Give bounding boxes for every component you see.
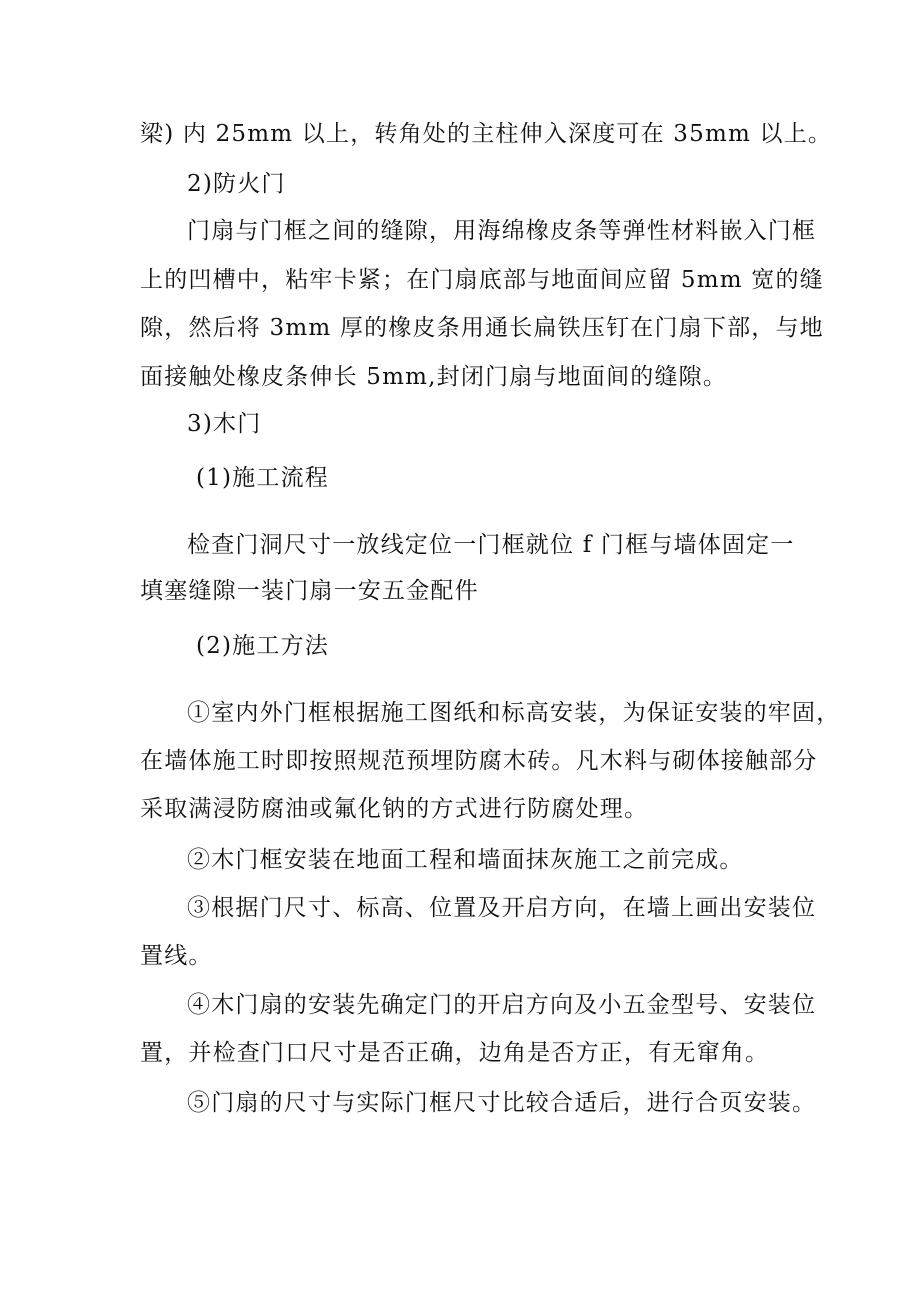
text-line: 门扇与门框之间的缝隙，用海绵橡皮条等弹性材料嵌入门框 [187, 218, 817, 244]
text-line: ⑤门扇的尺寸与实际门框尺寸比较合适后，进行合页安装。 [187, 1090, 817, 1116]
subsection-heading: (2)施工方法 [196, 633, 329, 659]
text-line: 隙，然后将 3mm 厚的橡皮条用通长扁铁压钉在门扇下部，与地 [140, 315, 824, 341]
text-line: ②木门框安装在地面工程和墙面抹灰施工之前完成。 [187, 847, 744, 873]
text-line: 采取满浸防腐油或氟化钠的方式进行防腐处理。 [140, 796, 649, 822]
section-heading: 2)防火门 [187, 171, 286, 197]
text-line: 梁) 内 25mm 以上，转角处的主柱伸入深度可在 35mm 以上。 [140, 121, 833, 147]
text-line: 置，并检查门口尺寸是否正确，边角是否方正，有无窜角。 [140, 1040, 770, 1066]
text-line: 在墙体施工时即按照规范预埋防腐木砖。凡木料与砌体接触部分 [140, 748, 818, 774]
text-line: 置线。 [140, 943, 213, 969]
text-line: 填塞缝隙一装门扇一安五金配件 [140, 578, 479, 604]
section-heading: 3)木门 [187, 411, 262, 437]
text-line: 检查门洞尺寸一放线定位一门框就位 f 门框与墙体固定一 [187, 532, 795, 558]
text-line: 上的凹槽中，粘牢卡紧；在门扇底部与地面间应留 5mm 宽的缝 [140, 267, 824, 293]
text-line: ③根据门尺寸、标高、位置及开启方向，在墙上画出安装位 [187, 895, 817, 921]
subsection-heading: (1)施工流程 [196, 465, 329, 491]
text-line: 面接触处橡皮条伸长 5mm,封闭门扇与地面间的缝隙。 [140, 364, 728, 390]
text-line: ①室内外门框根据施工图纸和标高安装，为保证安装的牢固， [187, 700, 841, 726]
text-line: ④木门扇的安装先确定门的开启方向及小五金型号、安装位 [187, 992, 817, 1018]
